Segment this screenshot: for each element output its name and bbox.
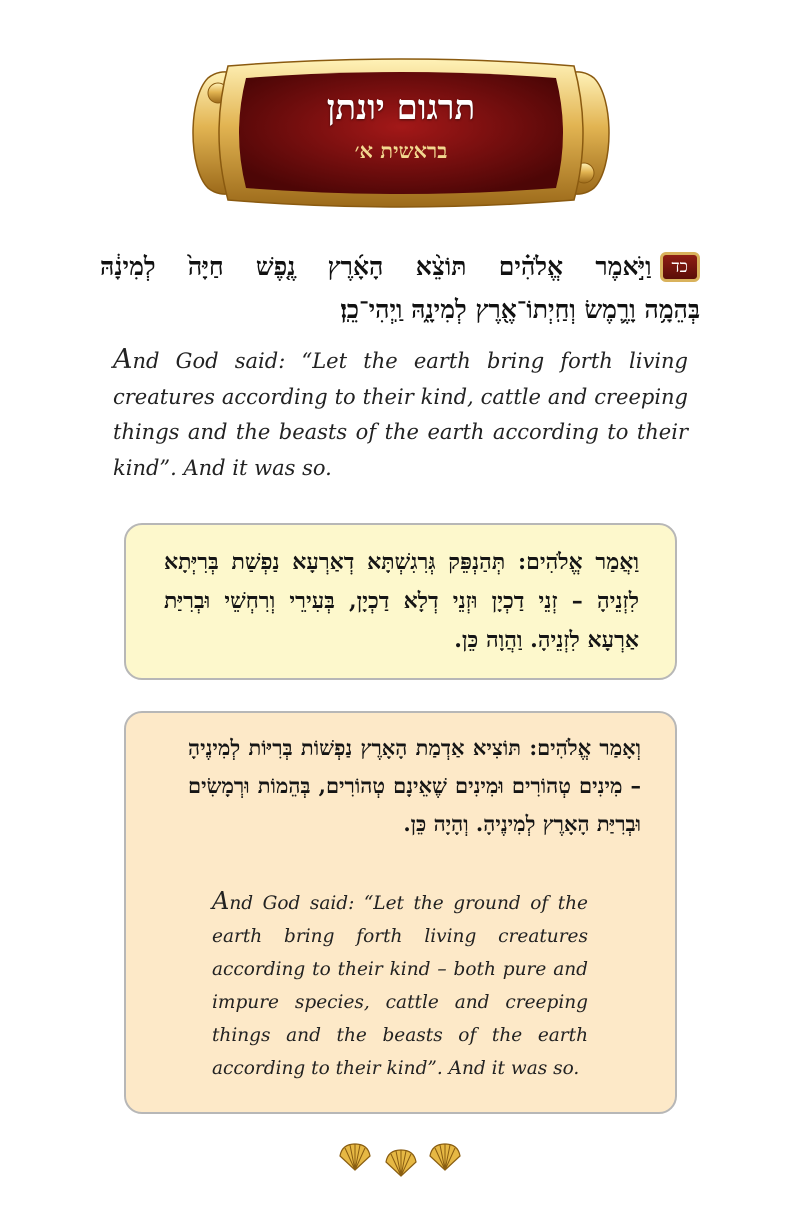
verse-hebrew-line-1 [100,245,700,288]
verse-hebrew-line-2: בְּהֵמָ֥ה וָרֶ֛מֶשׂ וְחַֽיְתוֹ־אֶ֖רֶץ לְמִינָ֑הּ וַֽיְהִי־כֵֽן׃ [340,295,700,324]
shell-ornaments [338,1140,468,1180]
translation-english [212,885,588,1085]
translation-english-text: nd God said: “Let the ground of the earth bring forth living creatures according to their kind – both pure and impure species, cattle and creeping things and the beasts of the earth according to their kind”. And it was so. [212,893,588,1079]
banner-title: תרגום יונתן [326,88,476,128]
verse-hebrew-text-1: וַיֹּ֣אמֶר אֱלֹהִ֗ים תּוֹצֵ֨א הָאָ֜רֶץ נֶ֤פֶשׁ חַיָּה֙ לְמִינָ֔הּ [100,252,652,281]
translation-hebrew-text: וְאָמַר אֱלֹהִים: תּוֹצִיא אַדְמַת הָאָרֶץ נַפְשׁוֹת בְּרִיּוֹת לְמִינֶיהָ – מִינִים טְהוֹרִים וּמִינִים שֶׁאֵינָם טְהוֹרִים, בְּהֵמוֹת וּרְמָשִׂים וּבְרִיַּת הָאָרֶץ לְמִינֶיהָ. וְהָיָה כֵּן. [188,735,641,836]
targum-aramaic-text: וַאֲמַר אֱלֹהִים: תְּהַנְפֵּק גְּרִגִשְׁתָּא דְאַרְעָא נַפְשַׁת בְּרִיְּתָא לִזְנֵיהָ – זְנֵי דַכְיָן וּזְנֵי דְלָא דַכְיָן, בְּעִירֵי וְרִחְשֵׁי וּבְרִיַּת אַרְעָא לִזְנֵיהָ. וַהֲוָה כֵּן. [164,549,639,653]
verse-number-badge: כד [660,252,701,282]
translation-english-dropcap: A [212,887,230,915]
verse-english-text: nd God said: “Let the earth bring forth living creatures according to their kind, cattle and creeping things and the beasts of the earth according to their kind”. And it was so. [113,349,688,480]
banner-subtitle: בראשית א׳ [354,138,448,163]
scroll-banner-graphic [188,58,614,208]
shell-icon [384,1148,418,1178]
targum-translation-box [124,711,677,1114]
title-banner [188,58,614,208]
shell-icon [338,1142,372,1172]
shell-icon [428,1142,462,1172]
targum-aramaic-box [124,523,677,680]
verse-hebrew [100,245,700,331]
verse-english [113,342,688,486]
verse-english-dropcap: A [113,344,133,375]
